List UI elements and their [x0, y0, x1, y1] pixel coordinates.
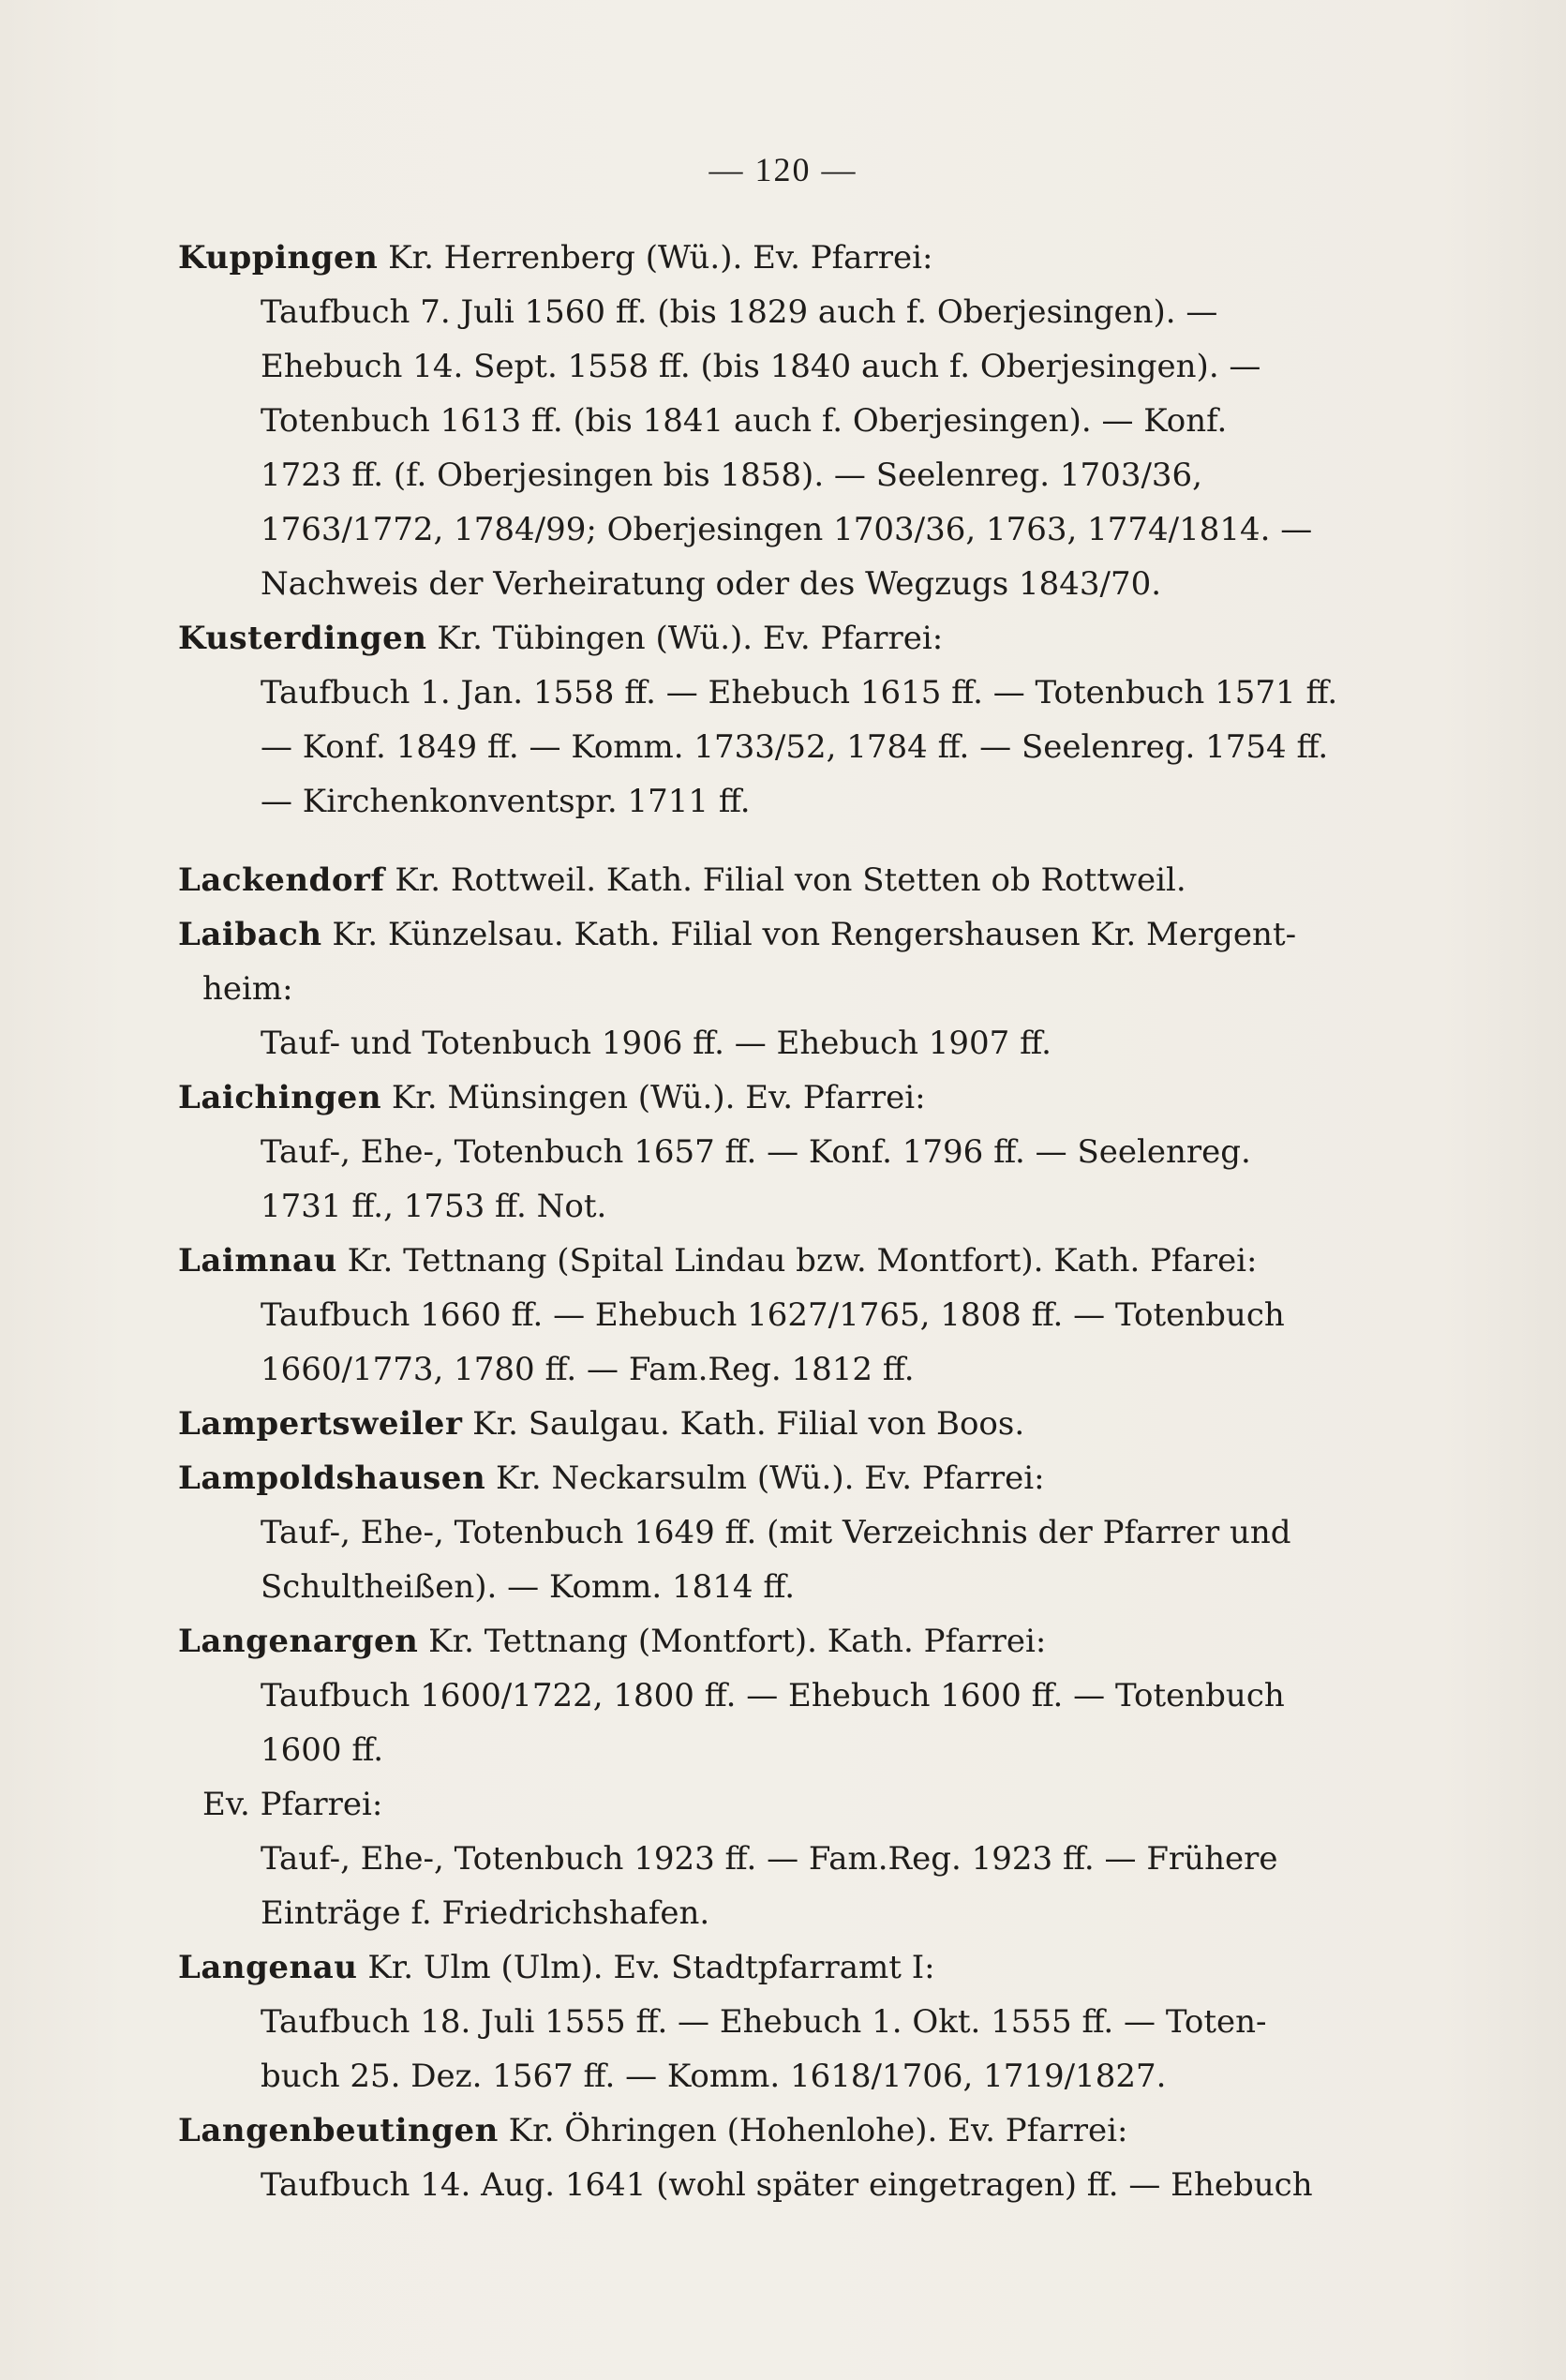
entry-line: Tauf- und Totenbuch 1906 ff. — Ehebuch 1907 ff.: [261, 1025, 1051, 1062]
entry-subheading: Ev. Pfarrei:: [202, 1786, 383, 1823]
place-name: Kusterdingen: [178, 620, 427, 657]
entry-line: 1763/1772, 1784/99; Oberjesingen 1703/36, 1763, 1774/1814. —: [261, 511, 1313, 548]
entry-line: Ehebuch 14. Sept. 1558 ff. (bis 1840 auch f. Oberjesingen). —: [261, 348, 1261, 385]
entry-line: 1723 ff. (f. Oberjesingen bis 1858). — Seelenreg. 1703/36,: [261, 457, 1202, 494]
entry-heading: Kr. Münsingen (Wü.). Ev. Pfarrei:: [381, 1079, 926, 1116]
place-name: Langenbeutingen: [178, 2112, 499, 2149]
entry-kusterdingen: [178, 611, 1387, 829]
entry-heading: Kr. Neckarsulm (Wü.). Ev. Pfarrei:: [485, 1459, 1045, 1497]
place-name: Laimnau: [178, 1242, 337, 1280]
entry-line: — Kirchenkonventspr. 1711 ff.: [261, 783, 751, 820]
entry-langenargen: [178, 1614, 1387, 1940]
entry-laichingen: [178, 1070, 1387, 1234]
entry-lampertsweiler: [178, 1397, 1387, 1451]
entry-line: Nachweis der Verheiratung oder des Wegzugs 1843/70.: [261, 565, 1162, 603]
entry-line: Tauf-, Ehe-, Totenbuch 1649 ff. (mit Verzeichnis der Pfarrer und: [261, 1514, 1291, 1551]
entry-line: — Konf. 1849 ff. — Komm. 1733/52, 1784 ff. — Seelenreg. 1754 ff.: [261, 728, 1329, 766]
entry-line: Schultheißen). — Komm. 1814 ff.: [261, 1568, 796, 1606]
entry-heading-continued: heim:: [202, 970, 293, 1008]
entry-heading: Kr. Saulgau. Kath. Filial von Boos.: [462, 1405, 1025, 1443]
entry-line: Taufbuch 18. Juli 1555 ff. — Ehebuch 1. Okt. 1555 ff. — Toten-: [261, 2003, 1267, 2041]
entry-heading: Kr. Ulm (Ulm). Ev. Stadtpfarramt I:: [357, 1949, 935, 1986]
entry-line: Tauf-, Ehe-, Totenbuch 1923 ff. — Fam.Reg. 1923 ff. — Frühere: [261, 1840, 1278, 1878]
entry-heading: Kr. Herrenberg (Wü.). Ev. Pfarrei:: [378, 239, 933, 277]
entry-line: Einträge f. Friedrichshafen.: [261, 1894, 710, 1932]
entry-heading: Kr. Tettnang (Spital Lindau bzw. Montfort). Kath. Pfarei:: [336, 1242, 1258, 1280]
entry-line: Totenbuch 1613 ff. (bis 1841 auch f. Oberjesingen). — Konf.: [261, 402, 1228, 440]
entry-line: 1600 ff.: [261, 1731, 384, 1769]
register-entries: [178, 231, 1387, 2212]
entry-line: 1731 ff., 1753 ff. Not.: [261, 1188, 607, 1225]
entry-laimnau: [178, 1234, 1387, 1397]
entry-line: Taufbuch 14. Aug. 1641 (wohl später eingetragen) ff. — Ehebuch: [261, 2166, 1313, 2204]
entry-langenbeutingen: [178, 2103, 1387, 2212]
place-name: Langenau: [178, 1949, 358, 1986]
place-name: Lampertsweiler: [178, 1405, 463, 1443]
entry-kuppingen: [178, 231, 1387, 611]
entry-line: 1660/1773, 1780 ff. — Fam.Reg. 1812 ff.: [261, 1351, 915, 1388]
entry-heading: Kr. Öhringen (Hohenlohe). Ev. Pfarrei:: [498, 2112, 1128, 2149]
entry-heading: Kr. Rottweil. Kath. Filial von Stetten ob Rottweil.: [384, 861, 1186, 899]
entry-line: Taufbuch 1660 ff. — Ehebuch 1627/1765, 1808 ff. — Totenbuch: [261, 1296, 1285, 1334]
place-name: Kuppingen: [178, 239, 379, 277]
entry-line: Tauf-, Ehe-, Totenbuch 1657 ff. — Konf. 1796 ff. — Seelenreg.: [261, 1133, 1251, 1171]
entry-heading: Kr. Künzelsau. Kath. Filial von Rengershausen Kr. Mergent-: [321, 916, 1297, 953]
entry-lampoldshausen: [178, 1451, 1387, 1614]
entry-line: Taufbuch 7. Juli 1560 ff. (bis 1829 auch f. Oberjesingen). —: [261, 293, 1218, 331]
entry-lackendorf: [178, 853, 1387, 907]
entry-laibach: [178, 907, 1387, 1070]
entry-line: Taufbuch 1600/1722, 1800 ff. — Ehebuch 1600 ff. — Totenbuch: [261, 1677, 1285, 1714]
place-name: Laibach: [178, 916, 322, 953]
place-name: Lampoldshausen: [178, 1459, 486, 1497]
entry-langenau: [178, 1940, 1387, 2103]
place-name: Laichingen: [178, 1079, 382, 1116]
entry-heading: Kr. Tübingen (Wü.). Ev. Pfarrei:: [426, 620, 944, 657]
place-name: Lackendorf: [178, 861, 385, 899]
entry-line: Taufbuch 1. Jan. 1558 ff. — Ehebuch 1615 ff. — Totenbuch 1571 ff.: [261, 674, 1338, 711]
page-number: — 120 —: [708, 151, 858, 188]
entry-line: buch 25. Dez. 1567 ff. — Komm. 1618/1706, 1719/1827.: [261, 2058, 1167, 2095]
entry-heading: Kr. Tettnang (Montfort). Kath. Pfarrei:: [418, 1623, 1047, 1660]
place-name: Langenargen: [178, 1623, 419, 1660]
